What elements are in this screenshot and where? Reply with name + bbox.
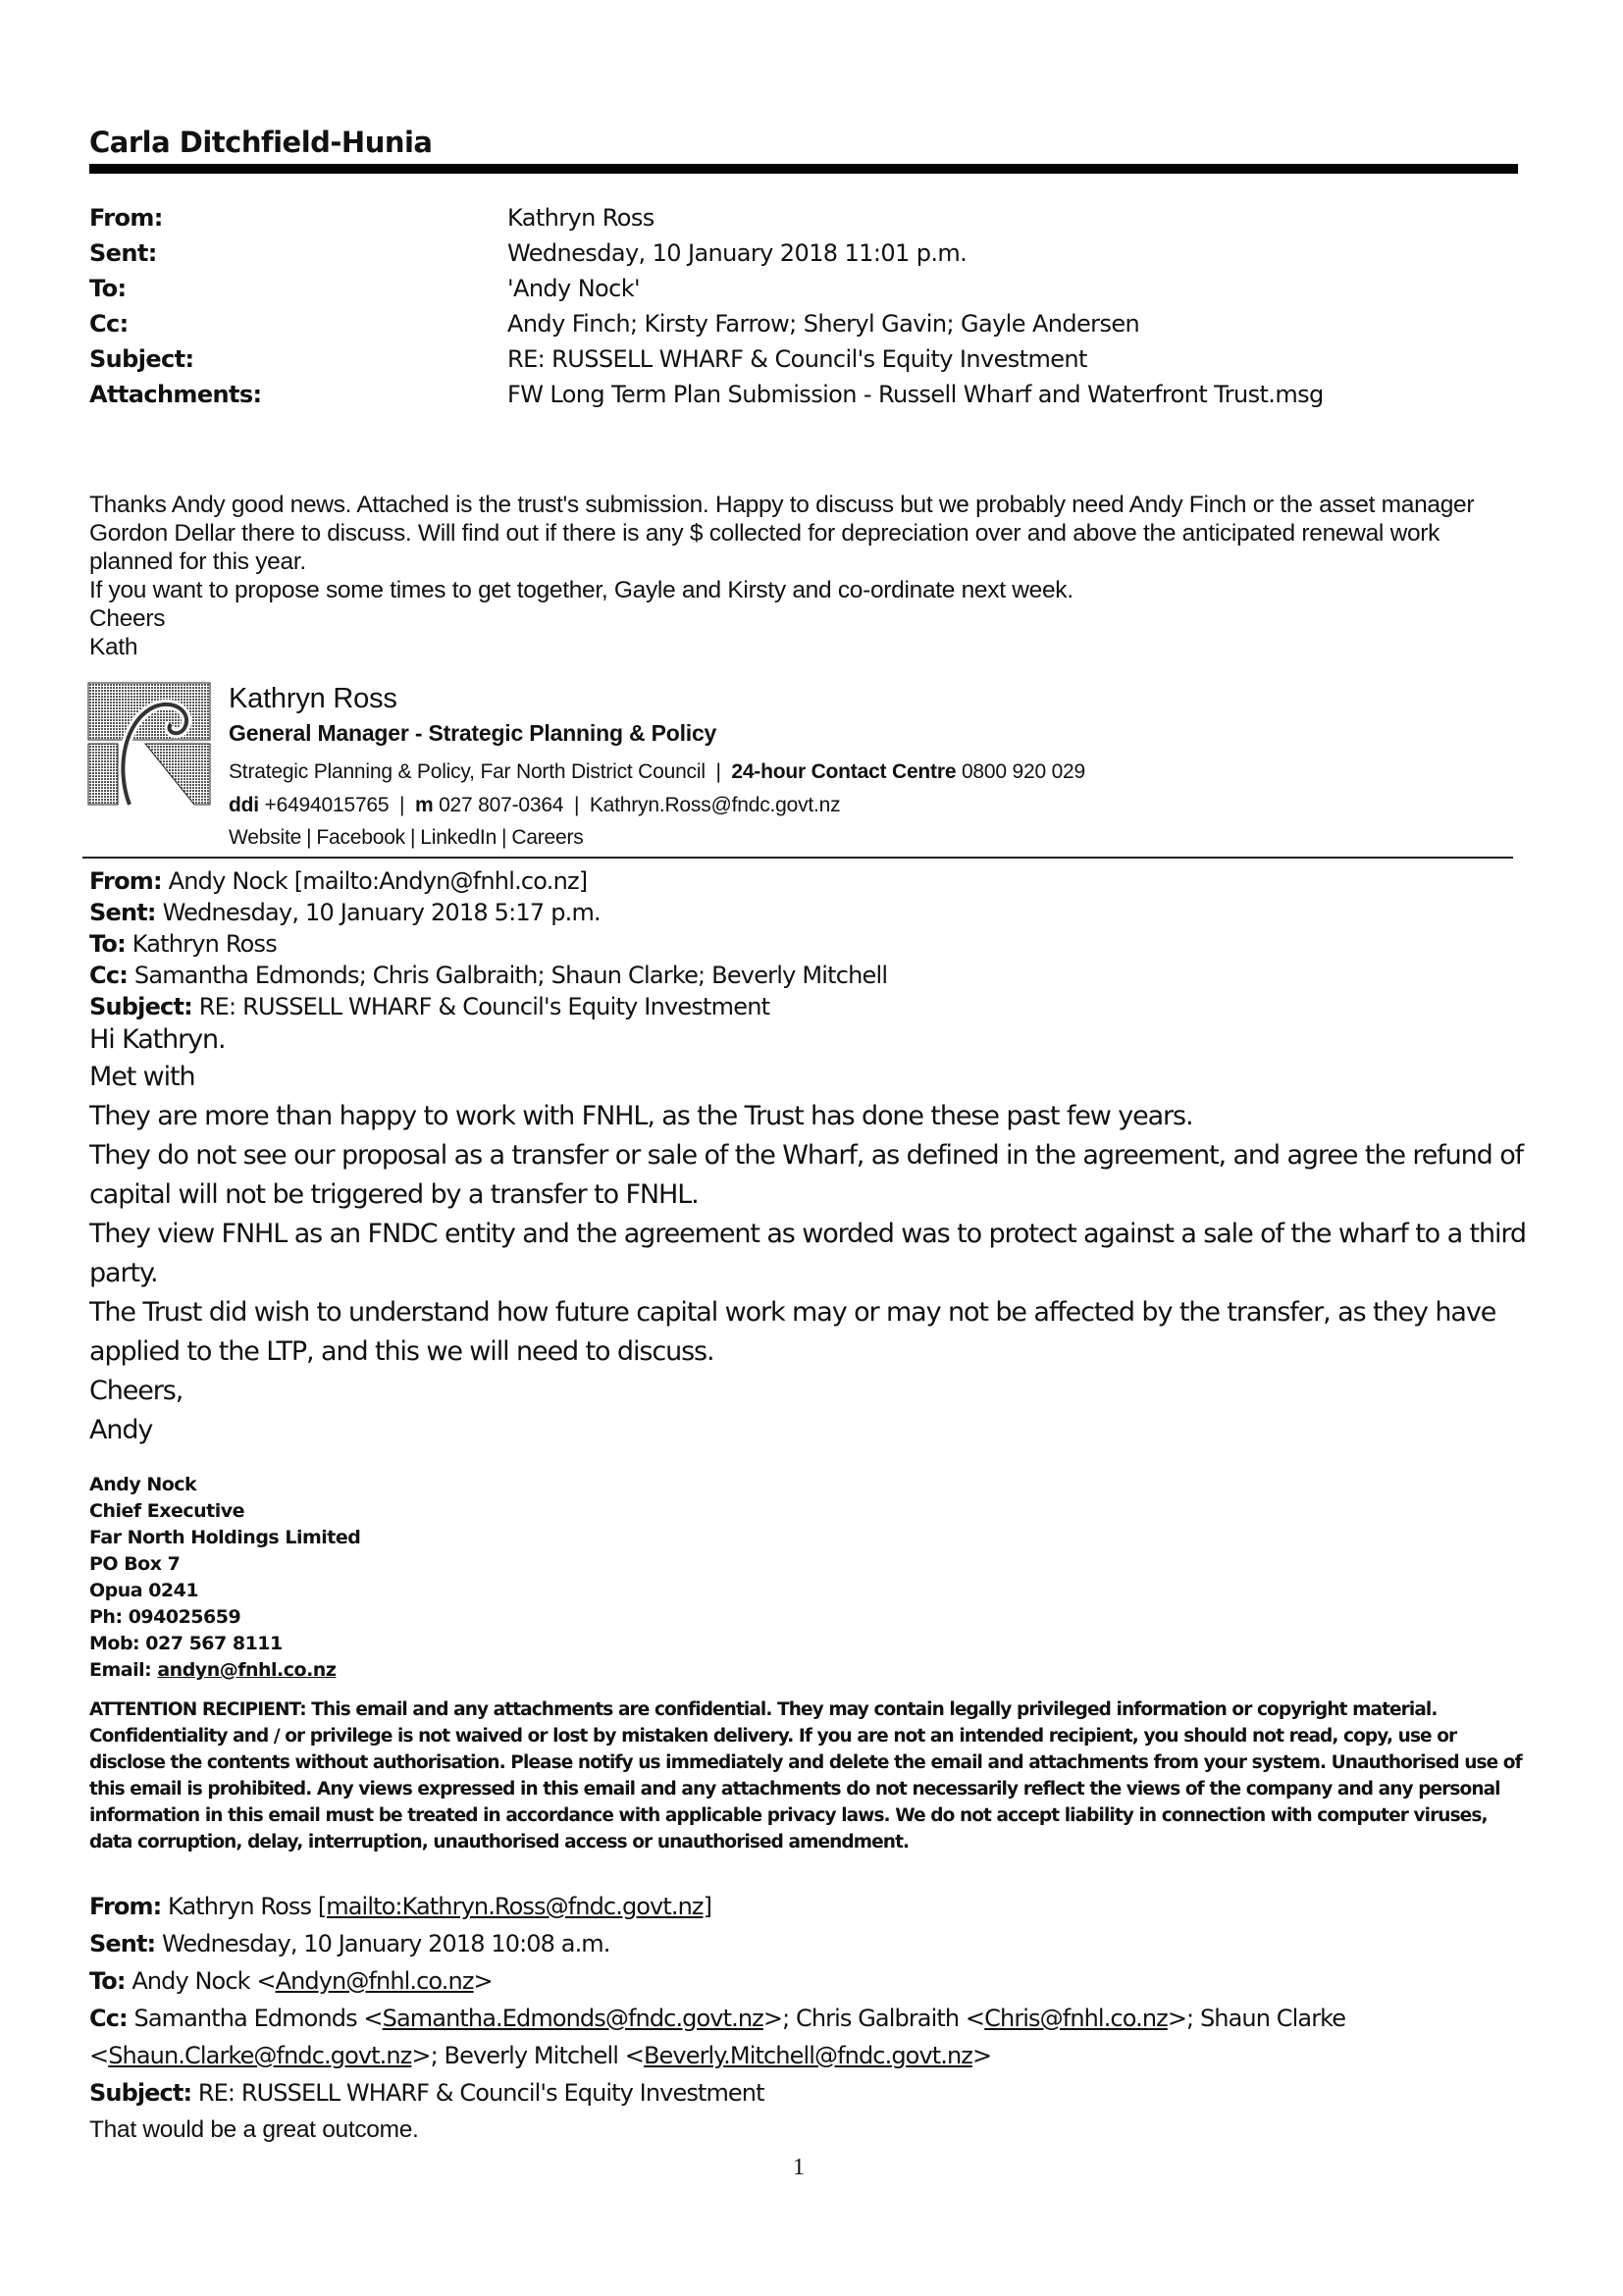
email1-paragraph: Thanks Andy good news. Attached is the trust's submission. Happy to discuss but we probably need Andy Finch or the asset manager Gordon Dellar there to discuss. Will find out if there is any $ collected for depreciation over and above the anticipated renewal work planned for this year. — [89, 492, 1475, 575]
email3-sent-row — [89, 1925, 1542, 1962]
sig1-contact-centre-number: 0800 920 029 — [961, 760, 1086, 783]
title-rule-divider — [89, 164, 1518, 174]
sig1-links — [229, 826, 584, 850]
separator: | — [306, 826, 312, 849]
email2-cc-row — [89, 962, 887, 989]
email3-subject-row — [89, 2074, 1542, 2112]
sent-value: Wednesday, 10 January 2018 11:01 p.m. — [507, 239, 968, 267]
email2-signoff: Andy — [89, 1415, 153, 1445]
separator: | — [501, 826, 507, 849]
sig1-mobile-label: m — [414, 794, 434, 816]
cc-name: Beverly Mitchell — [444, 2042, 619, 2069]
cc-label: Cc: — [89, 310, 129, 338]
document-owner-title: Carla Ditchfield-Hunia — [89, 126, 433, 159]
separator: | — [573, 794, 580, 816]
subject-value: RE: RUSSELL WHARF & Council's Equity Investment — [507, 345, 1087, 373]
to-value: 'Andy Nock' — [507, 275, 641, 302]
from-label: From: — [89, 204, 163, 232]
careers-link[interactable]: Careers — [511, 826, 584, 849]
email2-paragraph: They do not see our proposal as a transfer or sale of the Wharf, as defined in the agreement, and agree the refund of capital will not be triggered by a transfer to FNHL. — [89, 1140, 1524, 1210]
attachment-file[interactable]: FW Long Term Plan Submission - Russell Wharf and Waterfront Trust.msg — [507, 381, 1324, 408]
email2-to-row — [89, 930, 277, 958]
confidentiality-disclaimer: ATTENTION RECIPIENT: This email and any attachments are confidential. They may contain legally privileged information or copyright material. Confidentiality and / or privilege is not waived or lost by mistaken delivery. If you are not an intended recipient, you should not read, copy, use or disclose the contents without authorisation. Please notify us immediately and delete the email and attachments from your system. Unauthorised use of this email is prohibited. Any views expressed in this email and any attachments do not necessarily reflect the views of the company and any personal information in this email must be treated in accordance with applicable privacy laws. We do not accept liability in connection with computer viruses, data corruption, delay, interruption, unauthorised access or unauthorised amendment. — [89, 1699, 1522, 1852]
sig1-mobile: 027 807-0364 — [439, 794, 564, 816]
sig2-city: Opua 0241 — [89, 1580, 199, 1601]
email1-paragraph: Cheers — [89, 605, 166, 632]
email2-closing: Cheers, — [89, 1376, 183, 1406]
email3-to-row: To: Andy Nock <Andyn@fnhl.co.nz> — [89, 1967, 493, 1995]
sig2-po-box: PO Box 7 — [89, 1553, 181, 1575]
email3-body: That would be a great outcome. — [89, 2116, 419, 2143]
website-link[interactable]: Website — [229, 826, 302, 849]
facebook-link[interactable]: Facebook — [316, 826, 405, 849]
cc-name: Chris Galbraith — [795, 2005, 960, 2032]
email1-paragraph: If you want to propose some times to get together, Gayle and Kirsty and co-ordinate next week. — [89, 577, 1073, 603]
sig2-phone-line — [89, 1604, 360, 1631]
sig1-ddi: +6494015765 — [264, 794, 390, 816]
cc-email-link[interactable]: Beverly.Mitchell@fndc.govt.nz — [643, 2042, 972, 2069]
sig2-email-link[interactable]: andyn@fnhl.co.nz — [157, 1659, 337, 1681]
sig1-contact-centre-label: 24-hour Contact Centre — [731, 760, 957, 783]
sig2-block — [89, 1472, 360, 1684]
to-label: To: — [89, 930, 126, 958]
from-value: Andy Nock [mailto:Andyn@fnhl.co.nz] — [168, 867, 588, 895]
linkedin-link[interactable]: LinkedIn — [420, 826, 497, 849]
email2-paragraph: They are more than happy to work with FNHL, as the Trust has done these past few years. — [89, 1101, 1193, 1131]
email2-paragraph: Met with — [89, 1062, 195, 1092]
sent-value: Wednesday, 10 January 2018 5:17 p.m. — [162, 899, 601, 926]
email3 — [89, 1888, 1542, 2149]
from-label: From: — [89, 1893, 162, 1920]
sig2-mobile-line — [89, 1631, 360, 1657]
sig2-email-line — [89, 1657, 360, 1684]
sig2-mobile: 027 567 8111 — [145, 1633, 283, 1654]
attachments-label: Attachments: — [89, 381, 262, 408]
cc-label: Cc: — [89, 962, 129, 989]
email3-from-row — [89, 1888, 1542, 1925]
cc-name: Samantha Edmonds — [133, 2005, 357, 2032]
sent-label: Sent: — [89, 899, 156, 926]
subject-label: Subject: — [89, 993, 192, 1020]
from-name: Kathryn Ross — [168, 1893, 312, 1920]
cc-name: Shaun Clarke — [1199, 2005, 1346, 2032]
email1-body — [89, 491, 1522, 661]
subject-label: Subject: — [89, 2079, 192, 2107]
cc-email-link[interactable]: Chris@fnhl.co.nz — [984, 2005, 1168, 2032]
email3-cc-row: Cc: Samantha Edmonds <Samantha.Edmonds@fndc.govt.nz>; Chris Galbraith <Chris@fnhl.co.nz>; Shaun Clarke <Shaun.Clarke@fndc.govt.nz>; Beverly Mitchell <Beverly.Mitchell@fndc.govt.nz> — [89, 2005, 1346, 2069]
sig1-org-line — [229, 760, 1085, 784]
sig2-company: Far North Holdings Limited — [89, 1527, 361, 1548]
subject-value: RE: RUSSELL WHARF & Council's Equity Investment — [198, 993, 770, 1020]
to-label: To: — [89, 1967, 126, 1995]
page-number: 1 — [793, 2155, 805, 2180]
cc-label: Cc: — [89, 2005, 128, 2032]
sent-value: Wednesday, 10 January 2018 10:08 a.m. — [161, 1930, 610, 1957]
sig2-name: Andy Nock — [89, 1474, 197, 1495]
email-divider — [82, 857, 1513, 859]
from-mailto-link[interactable]: [mailto:Kathryn.Ross@fndc.govt.nz] — [317, 1893, 712, 1920]
cc-value: Andy Finch; Kirsty Farrow; Sheryl Gavin; Gayle Andersen — [507, 310, 1140, 338]
sig2-mobile-label: Mob: — [89, 1633, 140, 1654]
separator: | — [715, 760, 721, 783]
to-value: Kathryn Ross — [131, 930, 277, 958]
sig2-phone-label: Ph: — [89, 1606, 123, 1628]
email2-greeting: Hi Kathryn. — [89, 1024, 226, 1055]
sig2-email-label: Email: — [89, 1659, 152, 1681]
sent-label: Sent: — [89, 1930, 156, 1957]
cc-email-link[interactable]: Shaun.Clarke@fndc.govt.nz — [108, 2042, 412, 2069]
email2-paragraph: The Trust did wish to understand how future capital work may or may not be affected by the transfer, as they have applied to the LTP, and this we will need to discuss. — [89, 1297, 1496, 1367]
sig1-ddi-label: ddi — [229, 794, 259, 816]
email2-subject-row — [89, 993, 769, 1020]
fndc-koru-logo-icon — [86, 681, 212, 807]
sig2-title: Chief Executive — [89, 1500, 245, 1522]
cc-value: Samantha Edmonds; Chris Galbraith; Shaun Clarke; Beverly Mitchell — [133, 962, 888, 989]
sig2-phone: 094025659 — [128, 1606, 241, 1628]
sent-label: Sent: — [89, 239, 157, 267]
from-value: Kathryn Ross — [507, 204, 654, 232]
email2-body — [89, 1022, 1532, 1450]
email2-from-row — [89, 867, 587, 895]
subject-value: RE: RUSSELL WHARF & Council's Equity Investment — [197, 2079, 764, 2107]
separator: | — [409, 826, 416, 849]
separator: | — [399, 794, 405, 816]
from-label: From: — [89, 867, 162, 895]
email1-paragraph: Kath — [89, 634, 138, 660]
sig1-email[interactable]: Kathryn.Ross@fndc.govt.nz — [589, 794, 841, 816]
sig1-contact-line — [229, 794, 840, 817]
to-email-link[interactable]: Andyn@fnhl.co.nz — [275, 1967, 474, 1995]
to-label: To: — [89, 275, 127, 302]
subject-label: Subject: — [89, 345, 194, 373]
email2-sent-row — [89, 899, 601, 926]
to-name: Andy Nock — [131, 1967, 250, 1995]
sig1-title: General Manager - Strategic Planning & Policy — [229, 720, 717, 746]
email2-paragraph: They view FNHL as an FNDC entity and the agreement as worded was to protect against a sale of the wharf to a third party. — [89, 1219, 1526, 1288]
cc-email-link[interactable]: Samantha.Edmonds@fndc.govt.nz — [382, 2005, 763, 2032]
sig1-name: Kathryn Ross — [229, 683, 397, 714]
sig1-org: Strategic Planning & Policy, Far North District Council — [229, 760, 706, 783]
